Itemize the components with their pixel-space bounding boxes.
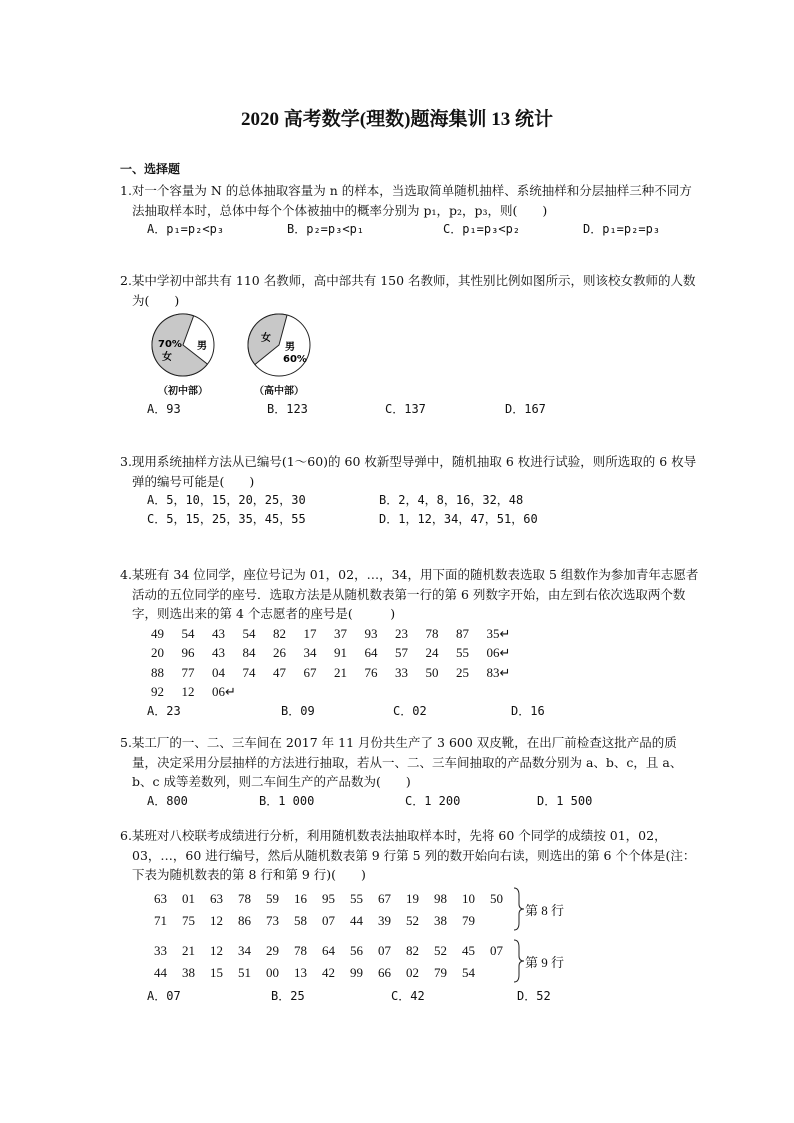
pie2-caption: （高中部） bbox=[254, 386, 304, 397]
table-cell: 74 bbox=[242, 664, 256, 680]
option-a: A．800 bbox=[147, 793, 188, 808]
option-c: C．p₁=p₃<p₂ bbox=[443, 222, 521, 236]
table-cell: 92 bbox=[151, 684, 164, 699]
table-cell: 10 bbox=[462, 890, 475, 906]
option-c: C．02 bbox=[393, 703, 427, 718]
table-row bbox=[154, 911, 700, 933]
question-1 bbox=[120, 181, 700, 239]
table-cell: 78 bbox=[294, 942, 307, 958]
table-cell: 82 bbox=[273, 625, 286, 641]
table-cell: 33 bbox=[395, 664, 408, 680]
table-cell: 88 bbox=[151, 664, 164, 680]
table-cell: 44 bbox=[350, 912, 363, 928]
pie2-male-label: 男 bbox=[285, 342, 295, 353]
question-text: 1.对一个容量为 N 的总体抽取容量为 n 的样本，当选取简单随机抽样、系统抽样和分层抽样三种不同方法抽取样本时，总体中每个个体被抽中的概率分别为 p₁，p₂，p₃，则( ) bbox=[120, 183, 692, 218]
table-cell: 64 bbox=[322, 942, 335, 958]
table-cell: 17 bbox=[303, 625, 317, 641]
option-c: C．137 bbox=[385, 402, 426, 416]
option-d: D．16 bbox=[511, 703, 545, 718]
table-cell: 06↵ bbox=[486, 645, 511, 660]
table-cell: 13 bbox=[294, 964, 307, 980]
option-b: B．1 000 bbox=[259, 793, 315, 808]
option-b: B．p₂=p₃<p₁ bbox=[287, 222, 365, 236]
option-d: D．52 bbox=[517, 988, 551, 1003]
table-cell: 63 bbox=[154, 890, 167, 906]
table-cell: 66 bbox=[378, 964, 391, 980]
option-d: D．1 500 bbox=[537, 793, 593, 808]
options bbox=[147, 987, 700, 1006]
brace-icon bbox=[512, 887, 526, 931]
table-cell: 71 bbox=[154, 912, 167, 928]
option-c: C．1 200 bbox=[405, 793, 461, 808]
table-cell: 43 bbox=[212, 645, 225, 660]
table-cell: 82 bbox=[406, 942, 419, 958]
table-cell: 54 bbox=[242, 625, 256, 641]
option-a: A．93 bbox=[147, 402, 181, 416]
table-cell: 00 bbox=[266, 964, 279, 980]
table-row bbox=[154, 941, 700, 963]
table-cell: 35↵ bbox=[486, 625, 511, 641]
table-cell: 52 bbox=[434, 942, 447, 958]
table-cell: 45 bbox=[462, 942, 475, 958]
table-cell: 39 bbox=[378, 912, 391, 928]
option-b: B．2，4，8，16，32，48 bbox=[379, 493, 524, 507]
table-cell: 78 bbox=[238, 890, 251, 906]
option-b: B．25 bbox=[271, 988, 305, 1003]
pie1-female-label: 女 bbox=[162, 352, 172, 363]
table-cell: 23 bbox=[395, 625, 408, 641]
table-cell: 52 bbox=[406, 912, 419, 928]
question-2 bbox=[120, 271, 700, 419]
question-5 bbox=[120, 733, 700, 811]
table-cell: 93 bbox=[364, 625, 378, 641]
table-cell: 38 bbox=[434, 912, 447, 928]
table-cell: 54 bbox=[462, 964, 475, 980]
table-cell: 76 bbox=[364, 664, 378, 680]
table-cell: 50 bbox=[425, 664, 439, 680]
question-6 bbox=[120, 826, 700, 1006]
table-cell: 49 bbox=[151, 625, 164, 641]
table-row bbox=[151, 624, 700, 644]
table-cell: 12 bbox=[181, 684, 195, 699]
option-a: A．23 bbox=[147, 703, 181, 718]
table-cell: 67 bbox=[303, 664, 317, 680]
table-cell: 96 bbox=[181, 645, 195, 660]
table-cell: 20 bbox=[151, 645, 164, 660]
table-cell: 79 bbox=[462, 912, 475, 928]
option-a: A．5，10，15，20，25，30 bbox=[147, 493, 306, 507]
table-cell: 59 bbox=[266, 890, 279, 906]
table-cell: 34 bbox=[303, 645, 317, 660]
table-cell: 54 bbox=[181, 625, 195, 641]
table-row bbox=[154, 963, 700, 985]
table-cell: 58 bbox=[294, 912, 307, 928]
section-heading: 一、选择题 bbox=[120, 162, 181, 176]
question-text: 2.某中学初中部共有 110 名教师，高中部共有 150 名教师，其性别比例如图所示，则该校女教师的人数为( ) bbox=[120, 273, 696, 308]
table-cell: 21 bbox=[334, 664, 347, 680]
options-row-1 bbox=[147, 491, 700, 510]
table-cell: 12 bbox=[210, 912, 223, 928]
table-cell: 67 bbox=[378, 890, 391, 906]
row-label: 第 8 行 bbox=[525, 902, 565, 918]
table-cell: 38 bbox=[182, 964, 195, 980]
pie1-male-label: 男 bbox=[197, 341, 207, 352]
question-4 bbox=[120, 565, 700, 721]
table-cell: 55 bbox=[350, 890, 363, 906]
table-cell: 64 bbox=[364, 645, 378, 660]
table-cell: 75 bbox=[182, 912, 195, 928]
table-cell: 51 bbox=[238, 964, 251, 980]
table-cell: 04 bbox=[212, 664, 225, 680]
table-cell: 84 bbox=[242, 645, 256, 660]
table-cell: 63 bbox=[210, 890, 223, 906]
table-cell: 47 bbox=[273, 664, 286, 680]
table-cell: 91 bbox=[334, 645, 347, 660]
table-cell: 16 bbox=[294, 890, 307, 906]
random-table-row-8 bbox=[154, 889, 700, 933]
table-cell: 33 bbox=[154, 942, 167, 958]
option-d: D．167 bbox=[505, 402, 546, 416]
table-cell: 73 bbox=[266, 912, 279, 928]
random-number-table bbox=[151, 624, 700, 702]
options bbox=[147, 792, 700, 811]
options bbox=[147, 702, 700, 721]
table-row bbox=[151, 643, 700, 663]
table-cell: 78 bbox=[425, 625, 439, 641]
question-text: 5.某工厂的一、二、三车间在 2017 年 11 月份共生产了 3 600 双皮靴，在出厂前检查这批产品的质量，决定采用分层抽样的方法进行抽取，若从一、二、三车间抽取的产品数分别为 a、b、c，且 a、b、c 成等差数列，则二车间生产的产品数为( ) bbox=[120, 735, 683, 789]
table-cell: 86 bbox=[238, 912, 251, 928]
table-cell: 29 bbox=[266, 942, 279, 958]
option-a: A．07 bbox=[147, 988, 181, 1003]
page-title: 2020 高考数学(理数)题海集训 13 统计 bbox=[241, 109, 553, 130]
option-b: B．123 bbox=[267, 402, 308, 416]
table-cell: 15 bbox=[210, 964, 223, 980]
table-cell: 95 bbox=[322, 890, 335, 906]
table-cell: 37 bbox=[334, 625, 347, 641]
table-cell: 42 bbox=[322, 964, 335, 980]
pie2-female-label: 女 bbox=[261, 333, 271, 344]
brace-icon bbox=[512, 939, 526, 983]
table-row bbox=[151, 663, 700, 683]
table-cell: 12 bbox=[210, 942, 223, 958]
table-row bbox=[151, 682, 700, 702]
options-row-2 bbox=[147, 510, 700, 529]
pie-charts bbox=[150, 310, 700, 400]
table-cell: 26 bbox=[273, 645, 286, 660]
option-c: C．42 bbox=[391, 988, 425, 1003]
options bbox=[147, 400, 700, 419]
options bbox=[147, 220, 700, 239]
table-cell: 56 bbox=[350, 942, 363, 958]
table-cell: 07 bbox=[378, 942, 391, 958]
table-cell: 57 bbox=[395, 645, 408, 660]
question-text: 4.某班有 34 位同学，座位号记为 01，02，…，34，用下面的随机数表选取 5 组数作为参加青年志愿者活动的五位同学的座号．选取方法是从随机数表第一行的第 6 列数字开始，由左到右依次选取两个数字，则选出来的第 4 个志愿者的座号是( ) bbox=[120, 567, 699, 621]
table-cell: 24 bbox=[425, 645, 439, 660]
table-cell: 06↵ bbox=[212, 684, 236, 699]
table-cell: 87 bbox=[456, 625, 469, 641]
table-cell: 34 bbox=[238, 942, 251, 958]
table-cell: 50 bbox=[490, 890, 503, 906]
table-row bbox=[154, 889, 700, 911]
pie2-pct-label: 60% bbox=[283, 354, 307, 365]
table-cell: 01 bbox=[182, 890, 195, 906]
table-cell: 83↵ bbox=[486, 664, 511, 680]
table-cell: 21 bbox=[182, 942, 195, 958]
table-cell: 25 bbox=[456, 664, 469, 680]
table-cell: 77 bbox=[181, 664, 195, 680]
pie1-pct-label: 70% bbox=[158, 339, 182, 350]
table-cell: 07 bbox=[490, 942, 503, 958]
table-cell: 07 bbox=[322, 912, 335, 928]
question-text: 3.现用系统抽样方法从已编号(1～60)的 60 枚新型导弹中，随机抽取 6 枚进行试验，则所选取的 6 枚导弹的编号可能是( ) bbox=[120, 454, 697, 489]
option-d: D．p₁=p₂=p₃ bbox=[583, 222, 661, 236]
table-cell: 19 bbox=[406, 890, 419, 906]
table-cell: 43 bbox=[212, 625, 225, 641]
row-label: 第 9 行 bbox=[525, 954, 565, 970]
option-d: D．1，12，34，47，51，60 bbox=[379, 512, 538, 526]
question-3 bbox=[120, 452, 700, 529]
table-cell: 55 bbox=[456, 645, 469, 660]
pie1-caption: （初中部） bbox=[158, 386, 208, 397]
table-cell: 44 bbox=[154, 964, 167, 980]
table-cell: 99 bbox=[350, 964, 363, 980]
option-a: A．p₁=p₂<p₃ bbox=[147, 222, 225, 236]
option-b: B．09 bbox=[281, 703, 315, 718]
table-cell: 79 bbox=[434, 964, 447, 980]
table-cell: 02 bbox=[406, 964, 419, 980]
question-text: 6.某班对八校联考成绩进行分析，利用随机数表法抽取样本时，先将 60 个同学的成绩按 01，02，03，…，60 进行编号，然后从随机数表第 9 行第 5 列的数开始向右读，则选出的第 6 个个体是(注：下表为随机数表的第 8 行和第 9 行)( ) bbox=[120, 828, 696, 882]
option-c: C．5，15，25，35，45，55 bbox=[147, 512, 306, 526]
table-cell: 98 bbox=[434, 890, 447, 906]
random-table-row-9 bbox=[154, 941, 700, 985]
